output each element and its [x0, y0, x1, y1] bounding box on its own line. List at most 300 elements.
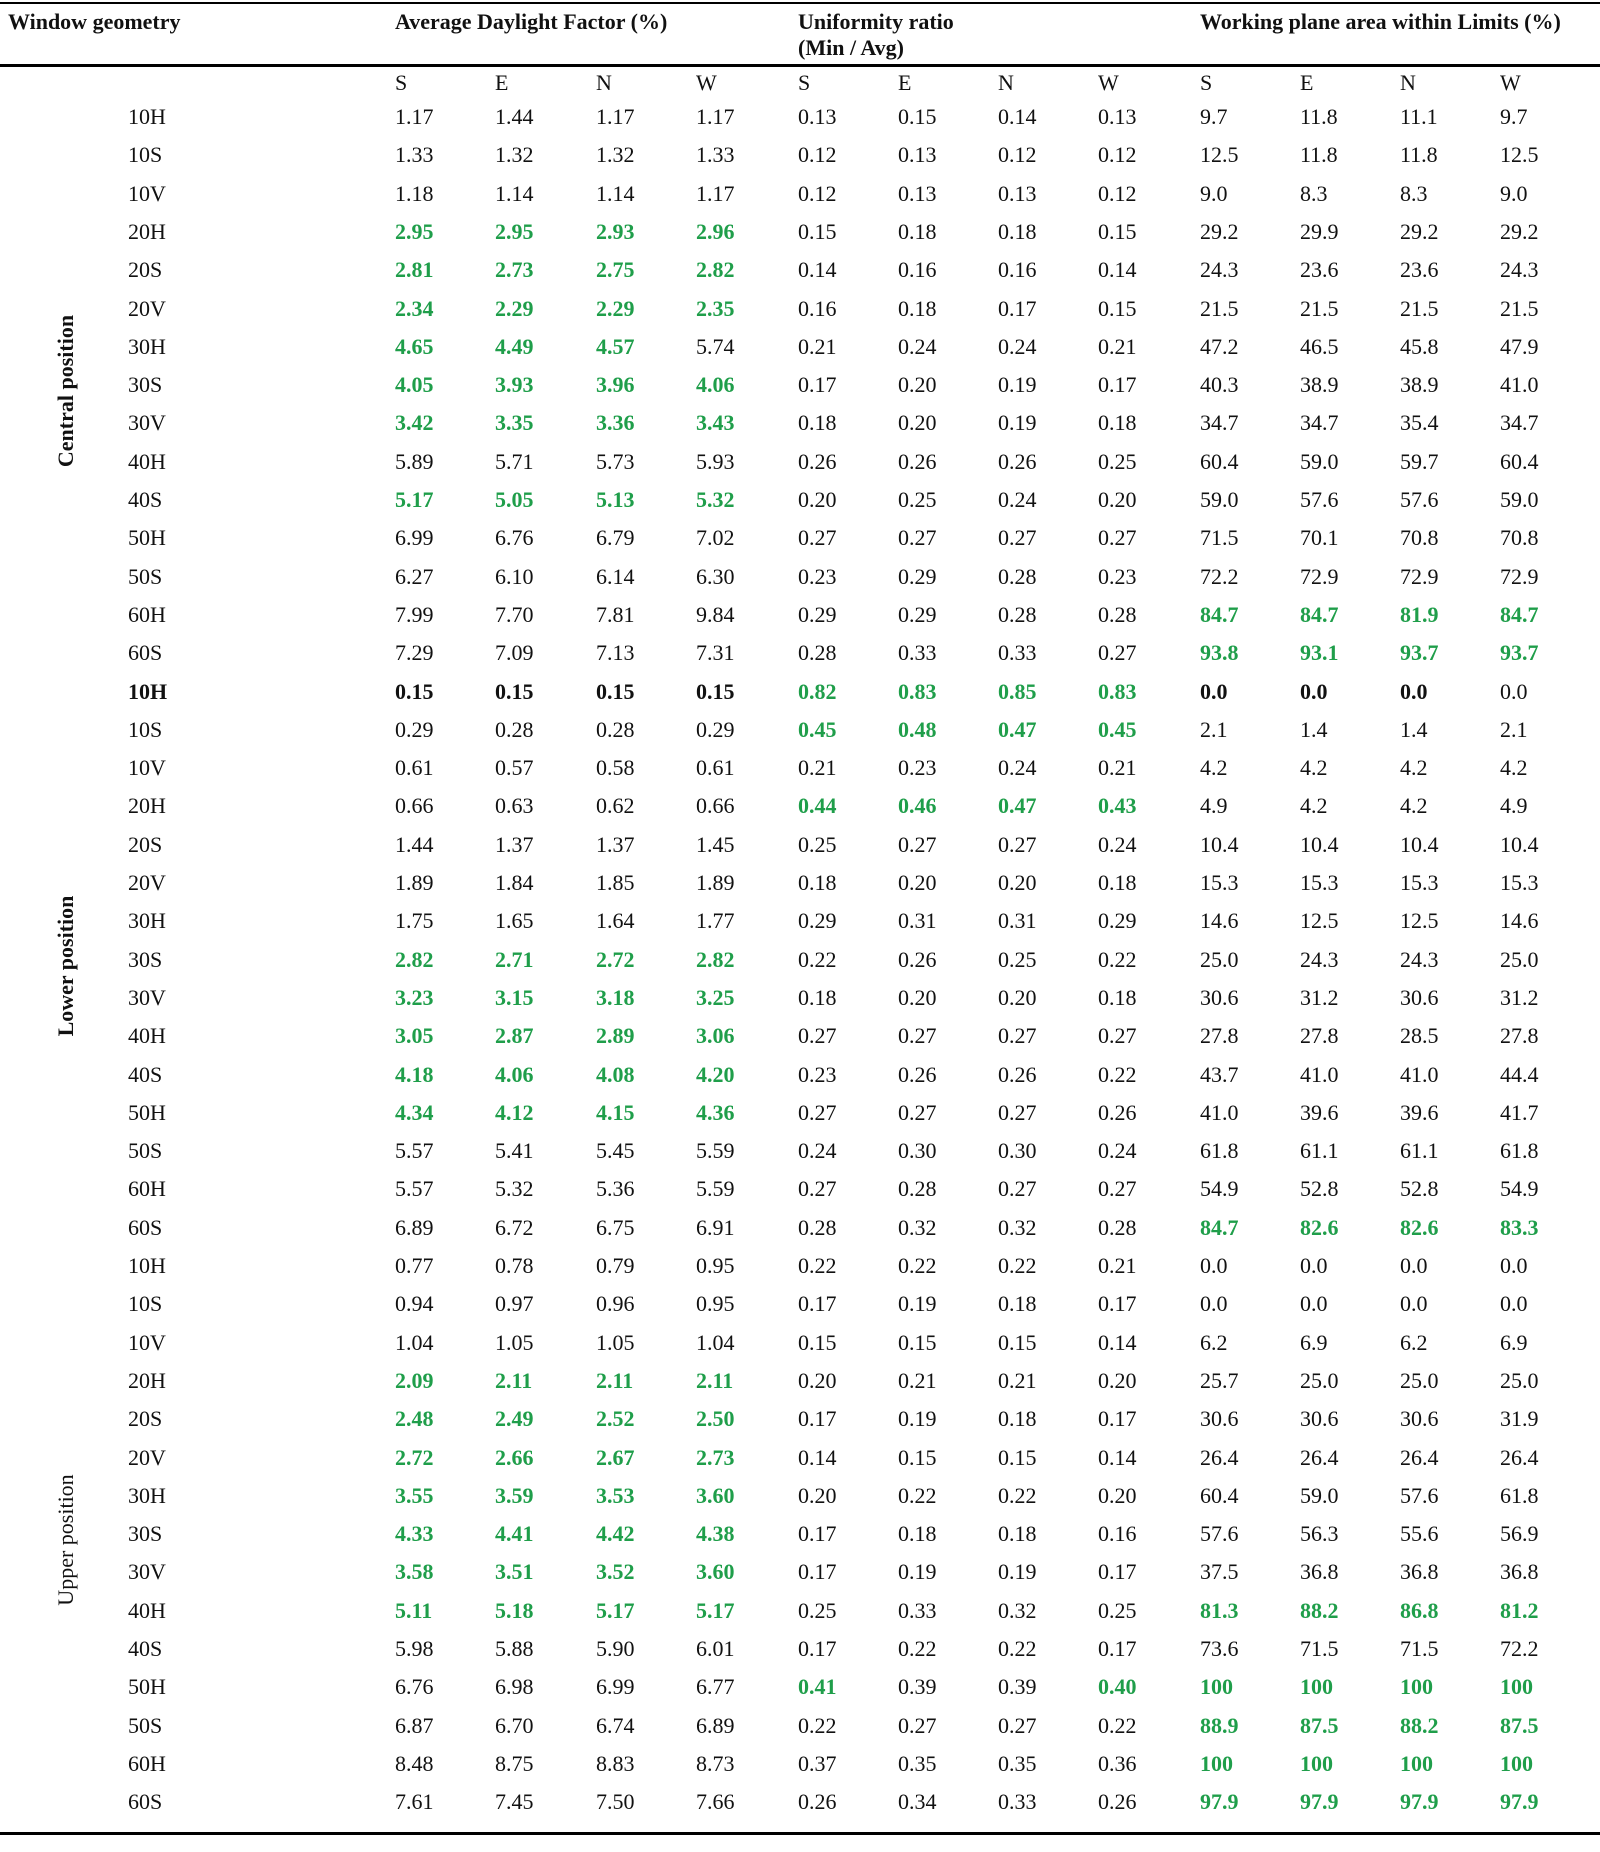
table-cell: 6.89 — [395, 1214, 434, 1240]
table-cell: 15.3 — [1200, 870, 1239, 895]
table-cell: 0.0 — [1500, 678, 1528, 704]
table-cell: 0.16 — [1098, 1521, 1137, 1547]
table-cell: 87.5 — [1500, 1712, 1539, 1738]
table-cell: 71.5 — [1200, 525, 1239, 551]
table-cell: 27.8 — [1300, 1023, 1339, 1049]
table-cell: 8.3 — [1300, 180, 1328, 206]
geometry-label: 30H — [128, 908, 166, 934]
table-cell: 0.18 — [798, 870, 837, 895]
table-cell: 5.32 — [495, 1176, 534, 1202]
table-cell: 0.21 — [1098, 1253, 1137, 1278]
table-cell: 5.57 — [395, 1176, 434, 1202]
table-cell: 0.19 — [998, 410, 1037, 436]
geometry-label: 20S — [128, 1406, 163, 1432]
table-cell: 0.22 — [998, 1482, 1037, 1508]
table-cell: 5.11 — [395, 1597, 433, 1623]
table-cell: 0.24 — [1098, 831, 1137, 857]
table-cell: 7.09 — [495, 640, 534, 666]
table-cell: 6.87 — [395, 1712, 434, 1738]
table-cell: 0.48 — [898, 716, 937, 742]
table-cell: 0.94 — [395, 1291, 434, 1317]
table-cell: 3.60 — [696, 1559, 735, 1585]
table-cell: 0.26 — [798, 448, 837, 474]
table-cell: 0.26 — [998, 448, 1037, 474]
table-cell: 0.15 — [1098, 295, 1137, 321]
geometry-label: 40H — [128, 448, 166, 474]
table-cell: 0.17 — [1098, 372, 1137, 398]
table-cell: 60.4 — [1200, 1482, 1239, 1508]
table-cell: 3.23 — [395, 984, 434, 1010]
table-cell: 34.7 — [1200, 410, 1239, 436]
table-cell: 0.20 — [998, 984, 1037, 1010]
table-cell: 6.91 — [696, 1214, 735, 1240]
table-cell: 1.18 — [395, 180, 434, 206]
table-cell: 0.61 — [696, 755, 735, 781]
table-cell: 0.22 — [1098, 946, 1137, 972]
table-cell: 0.29 — [798, 908, 837, 934]
table-cell: 1.75 — [395, 908, 434, 934]
table-cell: 2.72 — [395, 1444, 434, 1470]
table-cell: 5.89 — [395, 448, 434, 474]
table-cell: 5.32 — [696, 487, 735, 512]
table-cell: 1.65 — [495, 908, 534, 934]
table-cell: 1.89 — [696, 870, 735, 895]
table-cell: 6.99 — [395, 525, 434, 551]
table-cell: 0.14 — [1098, 1329, 1137, 1355]
table-cell: 0.31 — [998, 908, 1037, 934]
table-cell: 0.20 — [998, 870, 1037, 895]
table-cell: 100 — [1400, 1750, 1433, 1776]
table-cell: 2.29 — [596, 295, 635, 321]
table-cell: 0.17 — [798, 1521, 837, 1547]
table-cell: 5.90 — [596, 1636, 635, 1661]
geometry-label: 10H — [128, 1253, 166, 1278]
table-cell: 0.0 — [1200, 678, 1228, 704]
header-rule — [0, 64, 1600, 67]
table-cell: 0.33 — [998, 1789, 1037, 1815]
table-cell: 3.52 — [596, 1559, 635, 1585]
table-cell: 2.34 — [395, 295, 434, 321]
table-cell: 1.44 — [395, 831, 434, 857]
table-cell: 0.97 — [495, 1291, 534, 1317]
table-cell: 6.98 — [495, 1674, 534, 1700]
table-cell: 82.6 — [1300, 1214, 1339, 1240]
table-cell: 57.6 — [1200, 1521, 1239, 1547]
table-cell: 3.18 — [596, 984, 635, 1010]
geometry-label: 30H — [128, 1482, 166, 1508]
table-cell: 0.28 — [998, 563, 1037, 589]
table-cell: 1.45 — [696, 831, 735, 857]
table-cell: 4.06 — [495, 1061, 534, 1087]
table-cell: 0.18 — [1098, 410, 1137, 436]
table-cell: 0.20 — [1098, 1482, 1137, 1508]
table-cell: 6.2 — [1400, 1329, 1428, 1355]
geometry-label: 50H — [128, 525, 166, 551]
table-cell: 2.11 — [596, 1367, 634, 1393]
table-cell: 0.32 — [998, 1214, 1037, 1240]
table-cell: 6.99 — [596, 1674, 635, 1700]
table-cell: 0.21 — [798, 755, 837, 781]
table-cell: 0.45 — [1098, 716, 1137, 742]
table-cell: 0.27 — [998, 1712, 1037, 1738]
table-cell: 93.1 — [1300, 640, 1339, 666]
table-cell: 0.62 — [596, 793, 635, 819]
table-cell: 0.15 — [998, 1444, 1037, 1470]
table-cell: 0.17 — [1098, 1406, 1137, 1432]
table-cell: 5.74 — [696, 333, 735, 359]
table-cell: 8.48 — [395, 1750, 434, 1776]
table-cell: 59.0 — [1300, 1482, 1339, 1508]
orientation-header: S — [798, 70, 811, 95]
table-cell: 0.27 — [898, 1023, 937, 1049]
table-cell: 0.26 — [898, 1061, 937, 1087]
table-cell: 84.7 — [1200, 601, 1239, 627]
table-cell: 3.60 — [696, 1482, 735, 1508]
table-cell: 0.26 — [798, 1789, 837, 1815]
geometry-label: 20H — [128, 1367, 166, 1393]
table-cell: 0.40 — [1098, 1674, 1137, 1700]
table-cell: 0.15 — [898, 104, 937, 129]
table-cell: 41.7 — [1500, 1099, 1539, 1125]
table-cell: 0.20 — [798, 487, 837, 512]
table-cell: 1.84 — [495, 870, 534, 895]
table-cell: 0.33 — [898, 1597, 937, 1623]
table-cell: 0.22 — [998, 1636, 1037, 1661]
table-cell: 72.2 — [1500, 1636, 1539, 1661]
table-cell: 71.5 — [1400, 1636, 1439, 1661]
table-cell: 29.9 — [1300, 218, 1339, 244]
table-cell: 0.27 — [1098, 1023, 1137, 1049]
table-cell: 0.25 — [798, 1597, 837, 1623]
table-cell: 72.9 — [1300, 563, 1339, 589]
table-cell: 6.01 — [696, 1636, 735, 1661]
table-cell: 0.24 — [998, 487, 1037, 512]
table-cell: 4.2 — [1200, 755, 1228, 781]
table-cell: 0.15 — [596, 678, 635, 704]
table-cell: 3.42 — [395, 410, 434, 436]
table-cell: 4.9 — [1200, 793, 1228, 819]
table-cell: 6.77 — [696, 1674, 735, 1700]
table-cell: 1.33 — [696, 142, 735, 168]
table-cell: 38.9 — [1400, 372, 1439, 398]
geometry-label: 60S — [128, 640, 163, 666]
table-cell: 0.18 — [798, 410, 837, 436]
orientation-header: N — [998, 70, 1014, 95]
table-cell: 0.29 — [395, 716, 434, 742]
table-cell: 4.42 — [596, 1521, 635, 1547]
table-cell: 0.85 — [998, 678, 1037, 704]
table-cell: 4.18 — [395, 1061, 434, 1087]
table-cell: 36.8 — [1400, 1559, 1439, 1585]
geometry-label: 50S — [128, 563, 163, 589]
table-cell: 10.4 — [1400, 831, 1439, 857]
geometry-label: 30S — [128, 946, 163, 972]
table-cell: 2.87 — [495, 1023, 534, 1049]
table-cell: 43.7 — [1200, 1061, 1239, 1087]
table-cell: 57.6 — [1400, 487, 1439, 512]
orientation-header: E — [898, 70, 912, 95]
table-cell: 26.4 — [1400, 1444, 1439, 1470]
table-cell: 0.29 — [898, 563, 937, 589]
table-cell: 5.36 — [596, 1176, 635, 1202]
geometry-label: 30S — [128, 372, 163, 398]
table-cell: 0.39 — [898, 1674, 937, 1700]
table-cell: 0.23 — [898, 755, 937, 781]
table-cell: 41.0 — [1400, 1061, 1439, 1087]
geometry-label: 30S — [128, 1521, 163, 1547]
table-cell: 0.45 — [798, 716, 837, 742]
table-cell: 97.9 — [1400, 1789, 1439, 1815]
table-cell: 0.27 — [898, 831, 937, 857]
table-cell: 9.7 — [1200, 104, 1228, 129]
table-cell: 1.14 — [495, 180, 534, 206]
table-cell: 1.85 — [596, 870, 635, 895]
geometry-label: 30H — [128, 333, 166, 359]
table-cell: 3.06 — [696, 1023, 735, 1049]
table-cell: 29.2 — [1400, 218, 1439, 244]
geometry-label: 40H — [128, 1597, 166, 1623]
table-cell: 0.15 — [798, 1329, 837, 1355]
table-cell: 34.7 — [1500, 410, 1539, 436]
table-cell: 2.82 — [696, 257, 735, 283]
geometry-label: 30V — [128, 410, 166, 436]
table-cell: 46.5 — [1300, 333, 1339, 359]
table-cell: 0.28 — [495, 716, 534, 742]
table-cell: 72.9 — [1400, 563, 1439, 589]
table-cell: 6.27 — [395, 563, 434, 589]
table-cell: 1.32 — [596, 142, 635, 168]
table-cell: 0.47 — [998, 716, 1037, 742]
table-cell: 82.6 — [1400, 1214, 1439, 1240]
table-cell: 4.05 — [395, 372, 434, 398]
table-cell: 1.4 — [1400, 716, 1428, 742]
table-cell: 0.14 — [798, 257, 837, 283]
table-cell: 4.2 — [1500, 755, 1528, 781]
table-cell: 4.9 — [1500, 793, 1528, 819]
table-cell: 11.1 — [1400, 104, 1438, 129]
table-cell: 4.49 — [495, 333, 534, 359]
table-cell: 0.66 — [395, 793, 434, 819]
geometry-label: 20S — [128, 257, 163, 283]
table-cell: 100 — [1300, 1674, 1333, 1700]
table-cell: 0.78 — [495, 1253, 534, 1278]
table-cell: 5.88 — [495, 1636, 534, 1661]
table-cell: 59.7 — [1400, 448, 1439, 474]
table-cell: 25.0 — [1300, 1367, 1339, 1393]
geometry-label: 10V — [128, 1329, 166, 1355]
table-cell: 0.12 — [1098, 180, 1137, 206]
table-cell: 0.18 — [898, 295, 937, 321]
table-cell: 0.29 — [696, 716, 735, 742]
table-cell: 0.14 — [998, 104, 1037, 129]
table-cell: 4.65 — [395, 333, 434, 359]
table-cell: 7.29 — [395, 640, 434, 666]
table-cell: 0.18 — [1098, 870, 1137, 895]
table-cell: 8.75 — [495, 1750, 534, 1776]
table-cell: 2.93 — [596, 218, 635, 244]
orientation-header: N — [596, 70, 612, 95]
table-cell: 36.8 — [1300, 1559, 1339, 1585]
table-cell: 2.52 — [596, 1406, 635, 1432]
table-cell: 6.10 — [495, 563, 534, 589]
table-cell: 0.12 — [798, 142, 837, 168]
table-cell: 0.16 — [898, 257, 937, 283]
table-cell: 57.6 — [1400, 1482, 1439, 1508]
table-cell: 0.28 — [798, 640, 837, 666]
table-cell: 1.32 — [495, 142, 534, 168]
geometry-label: 10S — [128, 716, 163, 742]
table-cell: 25.0 — [1500, 946, 1539, 972]
table-cell: 0.95 — [696, 1253, 735, 1278]
table-cell: 0.47 — [998, 793, 1037, 819]
table-cell: 2.66 — [495, 1444, 534, 1470]
table-cell: 0.25 — [998, 946, 1037, 972]
table-cell: 2.48 — [395, 1406, 434, 1432]
table-cell: 0.28 — [898, 1176, 937, 1202]
table-cell: 0.27 — [1098, 525, 1137, 551]
orientation-header: E — [495, 70, 509, 95]
table-cell: 2.11 — [495, 1367, 533, 1393]
table-cell: 0.22 — [898, 1636, 937, 1661]
table-cell: 0.17 — [998, 295, 1037, 321]
table-cell: 35.4 — [1400, 410, 1439, 436]
table-cell: 61.8 — [1500, 1138, 1539, 1164]
table-cell: 30.6 — [1300, 1406, 1339, 1432]
table-cell: 6.76 — [395, 1674, 434, 1700]
table-cell: 0.83 — [898, 678, 937, 704]
table-cell: 0.18 — [998, 1406, 1037, 1432]
table-cell: 0.27 — [998, 1176, 1037, 1202]
table-cell: 5.73 — [596, 448, 635, 474]
orientation-header: E — [1300, 70, 1314, 95]
geometry-label: 10H — [128, 104, 166, 129]
table-cell: 44.4 — [1500, 1061, 1539, 1087]
table-cell: 7.45 — [495, 1789, 534, 1815]
header-working-plane-area: Working plane area within Limits (%) — [1200, 9, 1561, 34]
orientation-header: S — [1200, 70, 1213, 95]
table-cell: 0.32 — [998, 1597, 1037, 1623]
table-cell: 7.66 — [696, 1789, 735, 1815]
table-cell: 0.33 — [998, 640, 1037, 666]
table-cell: 0.35 — [898, 1750, 937, 1776]
table-cell: 0.27 — [1098, 1176, 1137, 1202]
table-cell: 0.18 — [1098, 984, 1137, 1010]
table-cell: 11.8 — [1300, 142, 1338, 168]
bottom-rule — [0, 1832, 1600, 1835]
table-cell: 0.37 — [798, 1750, 837, 1776]
table-cell: 0.15 — [395, 678, 434, 704]
table-cell: 25.0 — [1500, 1367, 1539, 1393]
table-cell: 2.89 — [596, 1023, 635, 1049]
geometry-label: 50S — [128, 1712, 163, 1738]
table-cell: 73.6 — [1200, 1636, 1239, 1661]
table-cell: 72.2 — [1200, 563, 1239, 589]
table-cell: 6.76 — [495, 525, 534, 551]
table-cell: 88.2 — [1400, 1712, 1439, 1738]
table-cell: 0.83 — [1098, 678, 1137, 704]
table-cell: 52.8 — [1400, 1176, 1439, 1202]
table-cell: 0.27 — [998, 1099, 1037, 1125]
table-cell: 2.82 — [696, 946, 735, 972]
geometry-label: 20S — [128, 831, 163, 857]
geometry-label: 40S — [128, 1061, 163, 1087]
table-cell: 27.8 — [1500, 1023, 1539, 1049]
table-cell: 54.9 — [1200, 1176, 1239, 1202]
table-cell: 3.53 — [596, 1482, 635, 1508]
table-cell: 6.9 — [1300, 1329, 1328, 1355]
table-cell: 30.6 — [1400, 984, 1439, 1010]
table-cell: 60.4 — [1500, 448, 1539, 474]
table-cell: 56.3 — [1300, 1521, 1339, 1547]
geometry-label: 30V — [128, 1559, 166, 1585]
table-cell: 2.49 — [495, 1406, 534, 1432]
table-cell: 0.19 — [998, 372, 1037, 398]
table-cell: 12.5 — [1200, 142, 1239, 168]
table-cell: 3.36 — [596, 410, 635, 436]
table-cell: 12.5 — [1500, 142, 1539, 168]
table-cell: 5.59 — [696, 1176, 735, 1202]
table-cell: 0.0 — [1300, 1253, 1328, 1278]
table-cell: 0.13 — [798, 104, 837, 129]
table-cell: 93.7 — [1400, 640, 1439, 666]
table-cell: 8.3 — [1400, 180, 1428, 206]
table-cell: 26.4 — [1500, 1444, 1539, 1470]
table-cell: 3.43 — [696, 410, 735, 436]
table-cell: 100 — [1200, 1750, 1233, 1776]
geometry-label: 20H — [128, 793, 166, 819]
table-cell: 93.7 — [1500, 640, 1539, 666]
table-cell: 0.18 — [898, 1521, 937, 1547]
geometry-label: 50H — [128, 1099, 166, 1125]
table-cell: 4.2 — [1400, 755, 1428, 781]
table-cell: 25.0 — [1400, 1367, 1439, 1393]
geometry-label: 30V — [128, 984, 166, 1010]
table-cell: 28.5 — [1400, 1023, 1439, 1049]
table-cell: 0.18 — [998, 1521, 1037, 1547]
table-cell: 2.50 — [696, 1406, 735, 1432]
table-cell: 4.12 — [495, 1099, 534, 1125]
table-cell: 3.35 — [495, 410, 534, 436]
table-cell: 0.16 — [998, 257, 1037, 283]
table-cell: 6.70 — [495, 1712, 534, 1738]
geometry-label: 40H — [128, 1023, 166, 1049]
table-cell: 12.5 — [1300, 908, 1339, 934]
table-cell: 2.96 — [696, 218, 735, 244]
table-cell: 100 — [1300, 1750, 1333, 1776]
table-cell: 3.51 — [495, 1559, 534, 1585]
table-cell: 27.8 — [1200, 1023, 1239, 1049]
table-cell: 0.16 — [798, 295, 837, 321]
table-cell: 83.3 — [1500, 1214, 1539, 1240]
table-cell: 2.29 — [495, 295, 534, 321]
table-cell: 0.25 — [798, 831, 837, 857]
table-cell: 40.3 — [1200, 372, 1239, 398]
table-cell: 97.9 — [1200, 1789, 1239, 1815]
table-cell: 1.44 — [495, 104, 534, 129]
table-cell: 0.18 — [798, 984, 837, 1010]
table-cell: 72.9 — [1500, 563, 1539, 589]
table-cell: 0.29 — [798, 601, 837, 627]
table-cell: 70.8 — [1400, 525, 1439, 551]
table-cell: 14.6 — [1500, 908, 1539, 934]
table-cell: 6.72 — [495, 1214, 534, 1240]
table-cell: 100 — [1500, 1750, 1533, 1776]
table-cell: 71.5 — [1300, 1636, 1339, 1661]
table-cell: 0.15 — [898, 1329, 937, 1355]
table-cell: 0.27 — [798, 1176, 837, 1202]
table-cell: 9.7 — [1500, 104, 1528, 129]
table-cell: 5.17 — [596, 1597, 635, 1623]
